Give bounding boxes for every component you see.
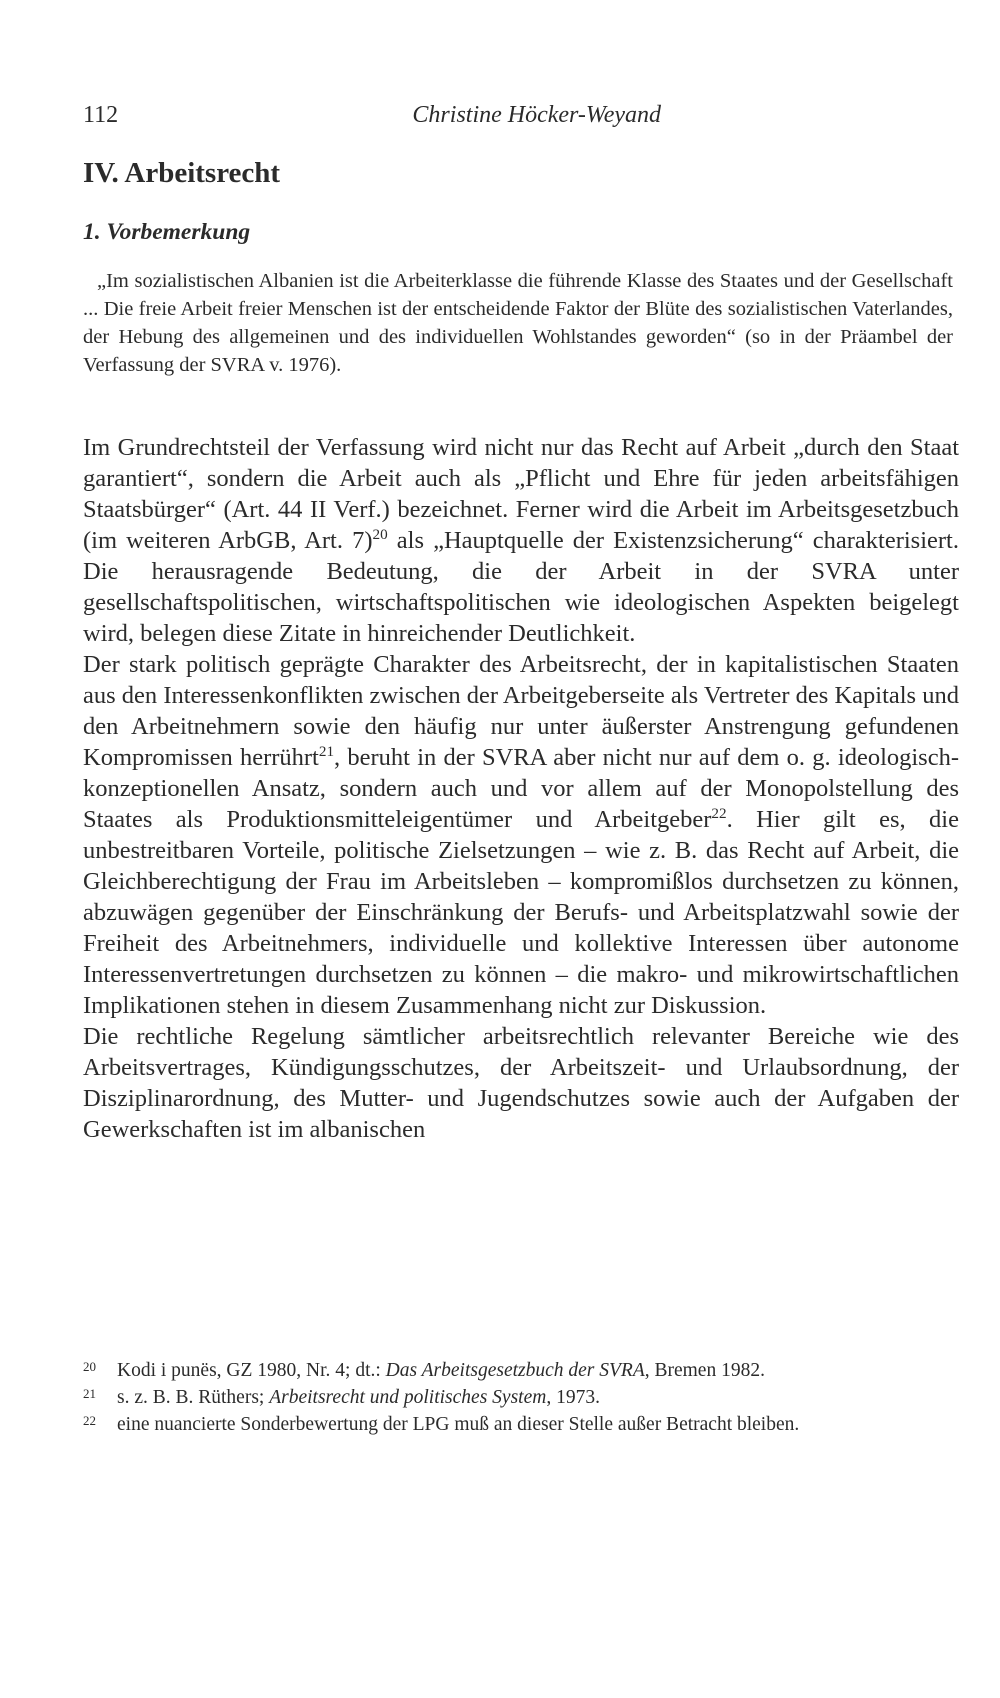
footnote-ref-20: 20 <box>372 525 388 543</box>
footnote-number: 20 <box>83 1359 96 1374</box>
section-heading: IV. Arbeitsrecht <box>83 157 281 189</box>
footnote-title: Das Arbeitsgesetzbuch der SVRA <box>385 1360 645 1381</box>
body-text <box>83 432 959 1145</box>
paragraph-2 <box>83 649 959 1021</box>
footnotes <box>83 1357 955 1438</box>
subsection-heading: 1. Vorbemerkung <box>83 219 251 245</box>
paragraph-2-text-a: Der stark politisch geprägte Charakter des Arbeitsrecht, der in kapitalistischen Staaten aus den Interessenkonflikten zwischen der Arbeitgeberseite als Vertreter des Kapitals und den Arbeitnehmern sowie den häufig nur unter äußerster Anstrengung gefundenen Kompromissen herrührt <box>83 651 959 771</box>
paragraph-1-text-b: als „Hauptquelle der Existenzsicherung“ charakterisiert. Die herausragende Bedeutung, die der Arbeit in der SVRA unter gesellschaftspolitischen, wirtschaftspolitischen wie ideologischen Aspekten beigelegt wird, belegen diese Zitate in hinreichender Deutlichkeit. <box>83 527 959 647</box>
footnote-title: Arbeitsrecht und politisches System <box>269 1387 547 1408</box>
page-number: 112 <box>83 102 119 128</box>
running-head-author: Christine Höcker-Weyand <box>412 102 661 128</box>
footnote-ref-22: 22 <box>711 804 727 822</box>
footnote-ref-21: 21 <box>318 742 335 760</box>
paragraph-3: Die rechtliche Regelung sämtlicher arbeitsrechtlich relevanter Bereiche wie des Arbeitsvertrages, Kündigungsschutzes, der Arbeitszeit- und Urlaubsordnung, der Disziplinarordnung, des Mutter- und Jugendschutzes sowie auch der Aufgaben der Gewerkschaften ist im albanischen <box>83 1023 959 1143</box>
footnote-text: Kodi i punës, GZ 1980, Nr. 4; dt.: <box>117 1360 386 1381</box>
paragraph-1-text-a: Im Grundrechtsteil der Verfassung wird nicht nur das Recht auf Arbeit „durch den Staat garantiert“, sondern die Arbeit auch als „Pflicht und Ehre für jeden arbeitsfähigen Staatsbürger“ (Art. 44 II Verf.) bezeichnet. Ferner wird die Arbeit im Arbeitsgesetzbuch (im weiteren ArbGB, Art. 7) <box>83 434 959 554</box>
footnote-text: s. z. B. B. Rüthers; <box>117 1387 270 1408</box>
footnote-text: , Bremen 1982. <box>644 1360 765 1381</box>
footnote-number: 21 <box>83 1386 96 1401</box>
footnote-number: 22 <box>83 1413 96 1428</box>
running-head <box>83 102 661 132</box>
paragraph-2-text-c: . Hier gilt es, die unbestreitbaren Vorteile, politische Zielsetzungen – wie z. B. das Recht auf Arbeit, die Gleichberechtigung der Frau im Arbeitsleben – kompromißlos durchsetzen zu können, abzuwägen gegenüber der Einschränkung der Berufs- und Arbeitsplatzwahl sowie der Freiheit des Arbeitnehmers, individuelle und kollektive Interessen über autonome Interessenvertretungen durchsetzen zu können – die makro- und mikrowirtschaftlichen Implikationen stehen in diesem Zusammenhang nicht zur Diskussion. <box>83 806 959 1019</box>
footnote <box>83 1384 955 1411</box>
paragraph-2-text-b: , beruht in der SVRA aber nicht nur auf dem o. g. ideologisch-konzeptionellen Ansatz, sondern auch und vor allem auf der Monopolstellung des Staates als Produktionsmitteleigentümer und Arbeitgeber <box>83 744 960 833</box>
footnote <box>83 1411 955 1438</box>
paragraph-1 <box>83 432 959 649</box>
footnote-text: eine nuancierte Sonderbewertung der LPG muß an dieser Stelle außer Betracht bleiben. <box>117 1414 800 1435</box>
footnote-text: , 1973. <box>546 1387 600 1408</box>
footnote <box>83 1357 955 1384</box>
constitution-quote: „Im sozialistischen Albanien ist die Arbeiterklasse die führende Klasse des Staates und der Gesellschaft ... Die freie Arbeit freier Menschen ist der entscheidende Faktor der Blüte des sozialistischen Vaterlandes, der Hebung des allgemeinen und des individuellen Wohlstandes geworden“ (so in der Präambel der Verfassung der SVRA v. 1976). <box>83 270 953 376</box>
